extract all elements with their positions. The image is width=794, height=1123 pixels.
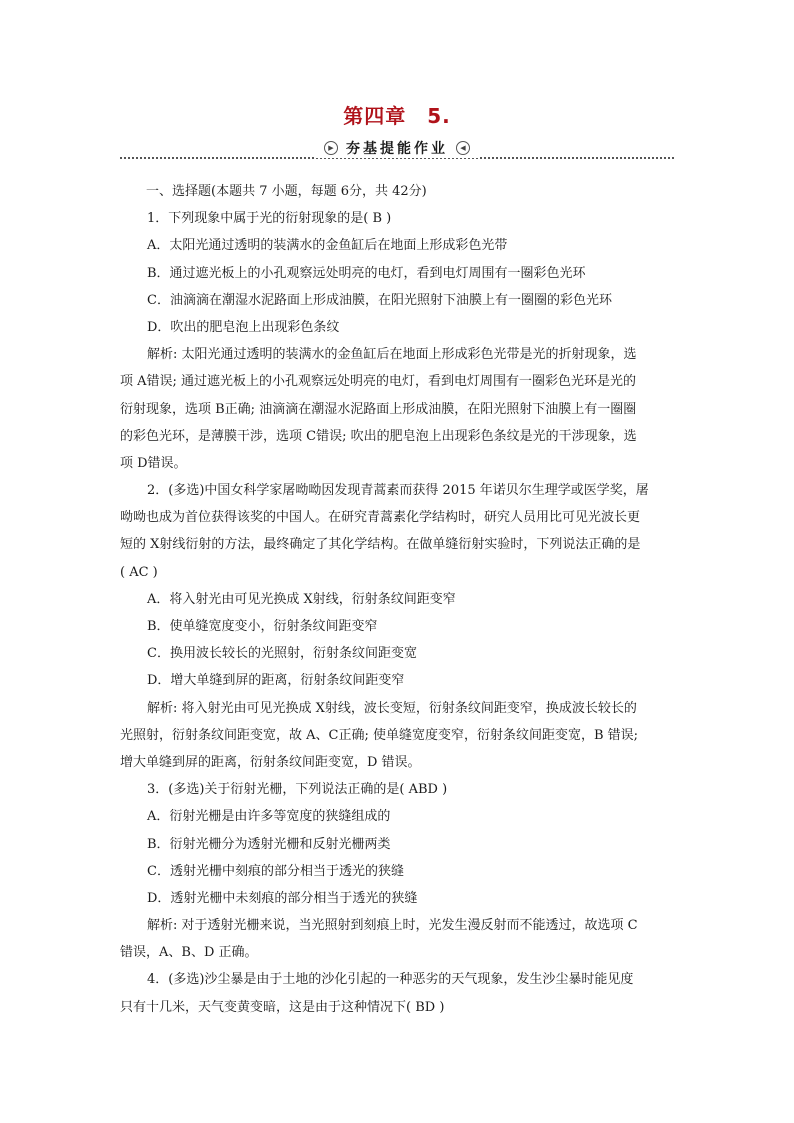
text-line: 只有十几米，天气变黄变暗，这是由于这种情况下( BD ): [120, 999, 445, 1015]
exercise-content: [120, 178, 674, 1021]
text-line: 的彩色光环，是薄膜干涉，选项 C错误; 吹出的肥皂泡上出现彩色条纹是光的干涉现象，选: [120, 428, 637, 444]
text-line: 解析: 对于透射光栅来说，当光照射到刻痕上时，光发生漫反射而不能透过，故选项 C: [147, 918, 638, 934]
text-line: 解析: 将入射光由可见光换成 X射线，波长变短，衍射条纹间距变窄，换成波长较长的: [147, 700, 637, 716]
text-line: C．换用波长较长的光照射，衍射条纹间距变宽: [147, 646, 417, 662]
text-line: 短的 X射线衍射的方法，最终确定了其化学结构。在做单缝衍射实验时，下列说法正确的是: [120, 537, 641, 553]
text-line: D．增大单缝到屏的距离，衍射条纹间距变窄: [147, 673, 405, 689]
text-line: 3．(多选)关于衍射光栅，下列说法正确的是( ABD ): [147, 782, 448, 798]
text-line: 一、选择题(本题共 7 小题，每题 6分，共 42分): [146, 184, 427, 199]
text-line: ( AC ): [120, 564, 158, 580]
text-line: A．太阳光通过透明的装满水的金鱼缸后在地面上形成彩色光带: [147, 238, 508, 254]
chapter-title: 第四章 5.: [343, 104, 451, 128]
banner-label-box: [316, 138, 478, 158]
text-line: 呦呦也成为首位获得该奖的中国人。在研究青蒿素化学结构时，研究人员用比可见光波长更: [120, 510, 641, 526]
text-line: 4．(多选)沙尘暴是由于土地的沙化引起的一种恶劣的天气现象，发生沙尘暴时能见度: [147, 972, 634, 988]
arrow-left-icon: ◀: [456, 141, 470, 155]
text-line: 衍射现象，选项 B正确; 油滴滴在潮湿水泥路面上形成油膜，在阳光照射下油膜上有一圈圈: [120, 401, 637, 417]
text-line: B．通过遮光板上的小孔观察远处明亮的电灯，看到电灯周围有一圈彩色光环: [147, 265, 586, 281]
text-line: A．将入射光由可见光换成 X射线，衍射条纹间距变窄: [147, 591, 456, 607]
text-line: D．透射光栅中未刻痕的部分相当于透光的狭缝: [147, 890, 418, 906]
banner-title: 夯基提能作业: [346, 141, 448, 157]
text-line: C．油滴滴在潮湿水泥路面上形成油膜，在阳光照射下油膜上有一圈圈的彩色光环: [147, 292, 612, 308]
text-line: 2．(多选)中国女科学家屠呦呦因发现青蒿素而获得 2015 年诺贝尔生理学或医学奖，屠: [147, 483, 649, 499]
text-line: A．衍射光栅是由许多等宽度的狭缝组成的: [147, 809, 391, 825]
text-line: 项 A错误; 通过遮光板上的小孔观察远处明亮的电灯，看到电灯周围有一圈彩色光环是光的: [120, 374, 637, 390]
text-line: 解析: 太阳光通过透明的装满水的金鱼缸后在地面上形成彩色光带是光的折射现象，选: [147, 347, 637, 363]
text-line: B．使单缝宽度变小，衍射条纹间距变窄: [147, 619, 378, 634]
text-line: 错误，A、B、D 正确。: [120, 945, 258, 961]
section-banner: [120, 136, 674, 162]
text-line: 1．下列现象中属于光的衍射现象的是( B ): [147, 211, 392, 227]
text-line: 光照射，衍射条纹间距变宽，故 A、C正确; 使单缝宽度变窄，衍射条纹间距变宽，B 错误;: [120, 727, 639, 743]
arrow-right-icon: ▶: [324, 141, 338, 155]
text-line: D．吹出的肥皂泡上出现彩色条纹: [147, 319, 340, 335]
text-line: C．透射光栅中刻痕的部分相当于透光的狭缝: [147, 863, 404, 879]
text-line: 增大单缝到屏的距离，衍射条纹间距变宽，D 错误。: [120, 754, 421, 770]
text-line: 项 D错误。: [120, 455, 187, 471]
text-line: B．衍射光栅分为透射光栅和反射光栅两类: [147, 836, 391, 852]
